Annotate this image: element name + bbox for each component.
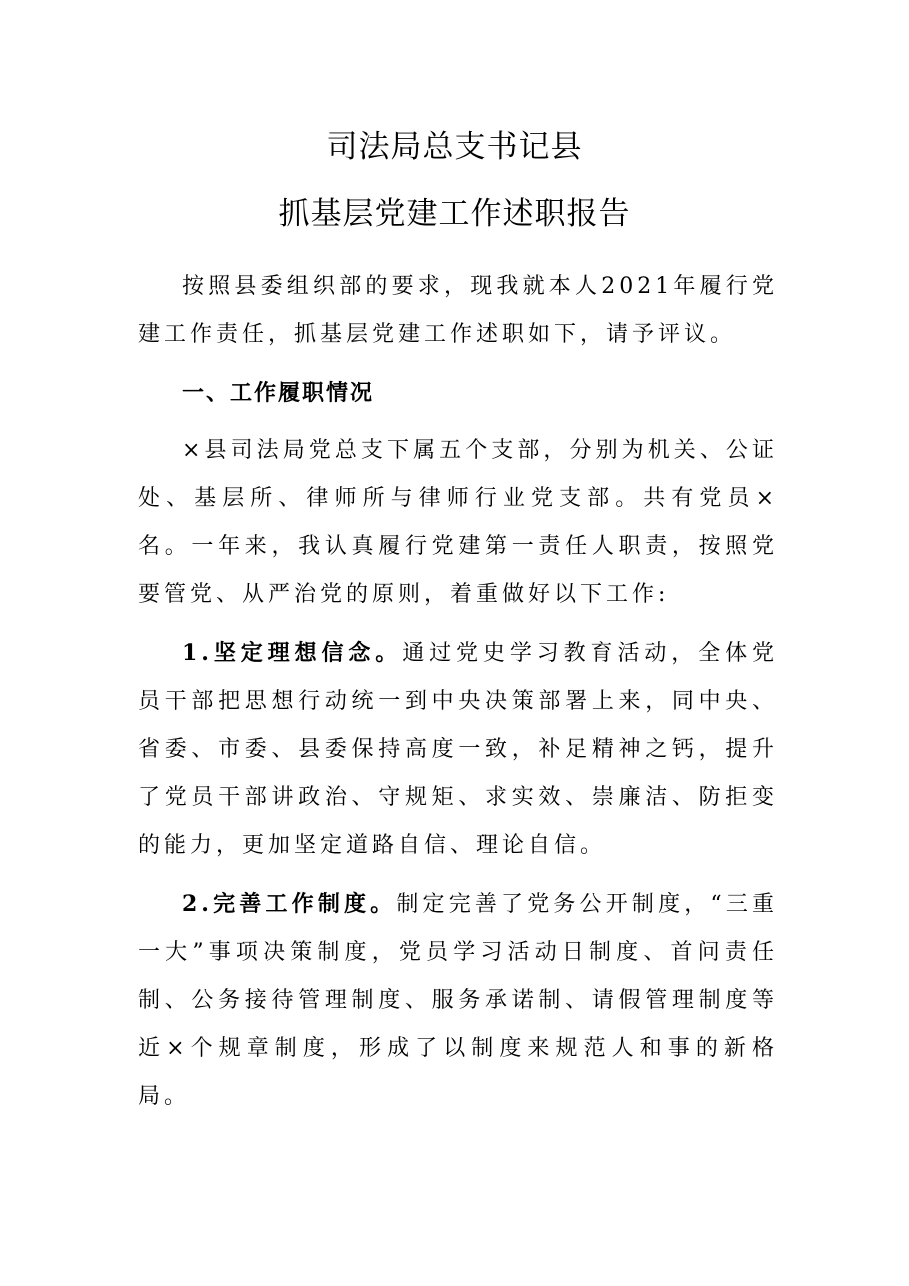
item1-paragraph <box>138 629 778 870</box>
item2-lead: 2.完善工作制度。 <box>182 891 397 917</box>
item1-lead: 1.坚定理想信念。 <box>182 640 403 666</box>
item2-text: 制定完善了党务公开制度，“三重一大”事项决策制度，党员学习活动日制度、首问责任制、公务接待管理制度、服务承诺制、请假管理制度等近×个规章制度，形成了以制度来规范人和事的新格局。 <box>138 892 778 1109</box>
section1-paragraph: ×县司法局党总支下属五个支部，分别为机关、公证处、基层所、律师所与律师行业党支部。共有党员×名。一年来，我认真履行党建第一责任人职责，按照党要管党、从严治党的原则，着重做好以下工作: <box>138 438 778 607</box>
document-title-line2: 抓基层党建工作述职报告 <box>278 196 631 232</box>
item1-text: 通过党史学习教育活动，全体党员干部把思想行动统一到中央决策部署上来，同中央、省委、市委、县委保持高度一致，补足精神之钙，提升了党员干部讲政治、守规矩、求实效、崇廉洁、防拒变的能力，更加坚定道路自信、理论自信。 <box>138 641 778 858</box>
item2-paragraph <box>138 880 778 1121</box>
intro-paragraph: 按照县委组织部的要求，现我就本人2021年履行党建工作责任，抓基层党建工作述职如下，请予评议。 <box>138 274 778 347</box>
document-body <box>138 263 778 1121</box>
document-title-line1: 司法局总支书记县 <box>326 129 583 165</box>
section1-heading: 一、工作履职情况 <box>182 380 375 406</box>
